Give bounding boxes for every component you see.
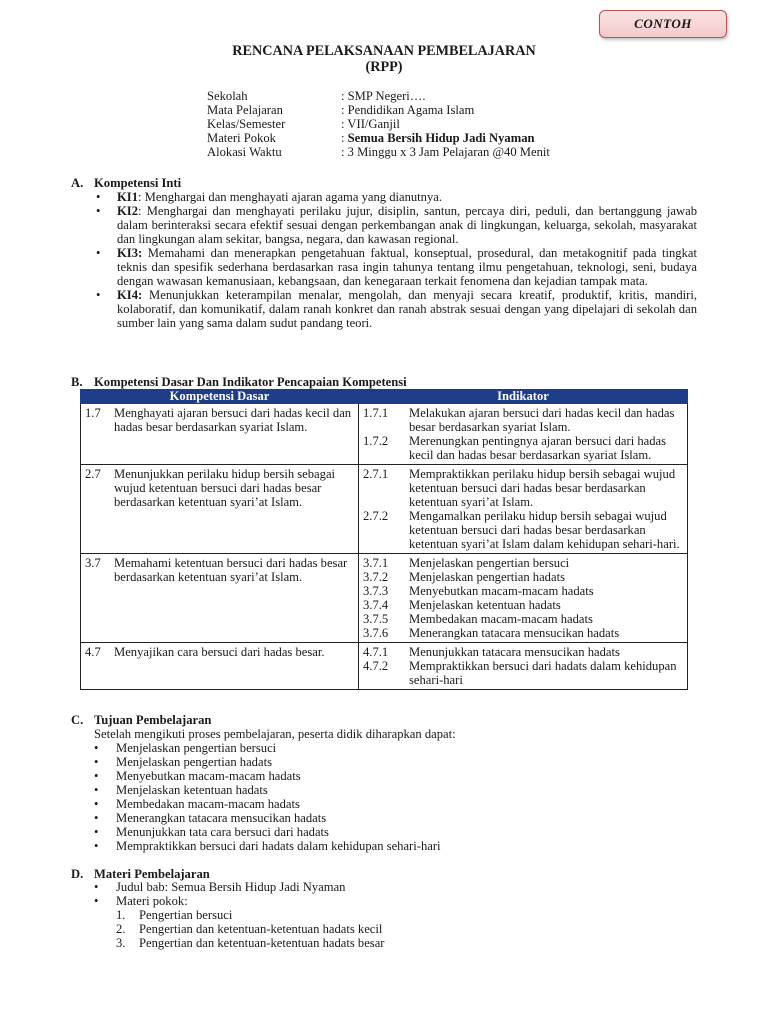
materi-block: [94, 880, 654, 950]
table-row: [81, 643, 688, 690]
document-title: RENCANA PELAKSANAAN PEMBELAJARAN: [232, 43, 536, 59]
kd-indikator-table: [80, 389, 688, 690]
indikator-cell: [359, 465, 688, 554]
numbered-item: [94, 908, 654, 922]
item-number: 2.: [116, 922, 126, 936]
kd-cell: [81, 643, 359, 690]
item-text: Pengertian bersuci: [139, 908, 233, 922]
list-item: [94, 839, 654, 853]
ki-item: [96, 288, 697, 330]
item-number: 1.: [116, 908, 126, 922]
ki-item: [96, 190, 697, 204]
table-row: [81, 404, 688, 465]
section-title: Kompetensi Dasar Dan Indikator Pencapaian Kompetensi: [94, 375, 407, 389]
list-item: [94, 894, 654, 908]
indikator-text: Menjelaskan ketentuan hadats: [409, 598, 561, 612]
table-header-row: [81, 390, 688, 404]
kd-text: Menunjukkan perilaku hidup bersih sebagai wujud ketentuan bersuci dari hadas besar berdasarkan ketentuan syari’at Islam.: [114, 467, 336, 509]
indikator-text: Mengamalkan perilaku hidup bersih sebagai wujud ketentuan bersuci dari hadas besar berdasarkan ketentuan syari’at Islam dalam kehidupan sehari-hari.: [409, 509, 680, 551]
indikator-cell: [359, 643, 688, 690]
numbered-item: [94, 922, 654, 936]
table-row: [81, 554, 688, 643]
indikator-text: Menunjukkan tatacara mensucikan hadats: [409, 645, 620, 659]
ki-label: KI1: [117, 190, 138, 204]
kd-text: Menyajikan cara bersuci dari hadas besar.: [114, 645, 325, 659]
indikator-text: Mempraktikkan bersuci dari hadats dalam kehidupan sehari-hari: [409, 659, 677, 687]
identity-value: : 3 Minggu x 3 Jam Pelajaran @40 Menit: [341, 145, 550, 159]
identity-value: [341, 131, 727, 145]
list-item: [94, 741, 654, 755]
kd-text: Menghayati ajaran bersuci dari hadas kecil dan hadas besar berdasarkan syariat Islam.: [114, 406, 352, 434]
indikator-number: 2.7.2: [363, 509, 389, 523]
indikator-text: Menjelaskan pengertian bersuci: [409, 556, 570, 570]
bullet-icon: •: [96, 190, 101, 204]
list-item: [94, 797, 654, 811]
indikator-text: Menjelaskan pengertian hadats: [409, 570, 565, 584]
list-item-text: Menjelaskan pengertian bersuci: [116, 741, 277, 755]
ki-label: KI3:: [117, 246, 143, 260]
kd-cell: [81, 404, 359, 465]
kompetensi-inti-list: [96, 190, 697, 330]
item-number: 3.: [116, 936, 126, 950]
bullet-icon: •: [94, 880, 99, 894]
tujuan-intro: Setelah mengikuti proses pembelajaran, peserta didik diharapkan dapat:: [94, 727, 456, 741]
ki-text: Memahami dan menerapkan pengetahuan faktual, konseptual, prosedural, dan metakognitif pada tingkat teknis dan spesifik sederhana berdasarkan rasa ingin tahunya tentang ilmu pengetahuan, teknologi, seni, budaya dengan wawasan kemanusiaan, kebangsaan, dan kenegaraan terkait fenomena dan kejadian tampak mata.: [117, 246, 697, 288]
ki-text: : Menghargai dan menghayati perilaku jujur, disiplin, santun, percaya diri, peduli, dan bertanggung jawab dalam berinteraksi secara efektif sesuai dengan perkembangan anak di lingkungan, keluarga, sekolah, masyarakat dan lingkungan alam sekitar, bangsa, negara, dan kawasan regional.: [117, 204, 697, 246]
section-letter: D.: [71, 867, 84, 881]
indikator-number: 4.7.1: [363, 645, 389, 659]
bullet-icon: •: [94, 825, 99, 839]
indikator-text: Merenungkan pentingnya ajaran bersuci dari hadas kecil dan hadas besar berdasarkan syariat Islam.: [409, 434, 667, 462]
section-title: Kompetensi Inti: [94, 176, 182, 190]
bullet-icon: •: [96, 246, 101, 260]
indikator-cell: [359, 554, 688, 643]
identity-value: : SMP Negeri….: [341, 89, 426, 103]
list-item: [94, 755, 654, 769]
section-d-heading: [71, 867, 210, 881]
identity-row-sekolah: [207, 89, 727, 103]
indikator-number: 1.7.2: [363, 434, 389, 448]
indikator-number: 3.7.2: [363, 570, 389, 584]
list-item-text: Judul bab: Semua Bersih Hidup Jadi Nyaman: [116, 880, 346, 894]
list-item-text: Menerangkan tatacara mensucikan hadats: [116, 811, 327, 825]
column-header: Indikator: [359, 390, 688, 404]
ki-item: [96, 204, 697, 246]
kd-text: Memahami ketentuan bersuci dari hadas besar berdasarkan ketentuan syari’at Islam.: [114, 556, 348, 584]
numbered-item: [94, 936, 654, 950]
table-row: [81, 465, 688, 554]
list-item: [94, 880, 654, 894]
identity-materi-value: Semua Bersih Hidup Jadi Nyaman: [347, 131, 535, 145]
kd-cell: [81, 554, 359, 643]
indikator-text: Menyebutkan macam-macam hadats: [409, 584, 594, 598]
bullet-icon: •: [96, 288, 101, 302]
indikator-cell: [359, 404, 688, 465]
bullet-icon: •: [94, 769, 99, 783]
kd-number: 4.7: [85, 645, 101, 659]
identity-key: Materi Pokok: [207, 131, 276, 145]
indikator-number: 3.7.5: [363, 612, 389, 626]
kd-cell: [81, 465, 359, 554]
list-item-text: Menunjukkan tata cara bersuci dari hadats: [116, 825, 329, 839]
identity-row-materi: [207, 131, 727, 145]
identity-value: : Pendidikan Agama Islam: [341, 103, 475, 117]
indikator-text: Menerangkan tatacara mensucikan hadats: [409, 626, 620, 640]
ki-label: KI4:: [117, 288, 143, 302]
identity-key: Mata Pelajaran: [207, 103, 283, 117]
section-c-heading: [71, 713, 211, 727]
list-item: [94, 811, 654, 825]
ki-text: Menunjukkan keterampilan menalar, mengolah, dan menyaji secara kreatif, produktif, kritis, mandiri, kolaboratif, dan komunikatif, dalam ranah konkret dan ranah abstrak sesuai dengan yang dipelajari di sekolah dan sumber lain yang sama dalam sudut pandang teori.: [117, 288, 697, 330]
list-item-text: Membedakan macam-macam hadats: [116, 797, 300, 811]
kd-number: 2.7: [85, 467, 101, 481]
indikator-number: 3.7.1: [363, 556, 389, 570]
list-item: [94, 825, 654, 839]
identity-row-kelas: [207, 117, 727, 131]
bullet-icon: •: [94, 741, 99, 755]
ki-label: KI2: [117, 204, 138, 218]
indikator-text: Mempraktikkan perilaku hidup bersih sebagai wujud ketentuan bersuci dari hadas besar berdasarkan ketentuan syari’at Islam.: [409, 467, 676, 509]
identity-colon: :: [341, 131, 348, 145]
bullet-icon: •: [94, 811, 99, 825]
bullet-icon: •: [94, 839, 99, 853]
contoh-badge: CONTOH: [599, 10, 727, 38]
tujuan-list: [94, 741, 654, 853]
indikator-number: 3.7.3: [363, 584, 389, 598]
bullet-icon: •: [94, 783, 99, 797]
indikator-number: 3.7.6: [363, 626, 389, 640]
item-text: Pengertian dan ketentuan-ketentuan hadats besar: [139, 936, 385, 950]
bullet-icon: •: [96, 204, 101, 218]
bullet-icon: •: [94, 894, 99, 908]
bullet-icon: •: [94, 797, 99, 811]
section-title: Tujuan Pembelajaran: [94, 713, 212, 727]
section-title: Materi Pembelajaran: [94, 867, 210, 881]
list-item-text: Mempraktikkan bersuci dari hadats dalam kehidupan sehari-hari: [116, 839, 441, 853]
list-item-text: Menjelaskan pengertian hadats: [116, 755, 272, 769]
indikator-text: Melakukan ajaran bersuci dari hadas kecil dan hadas besar berdasarkan syariat Islam.: [409, 406, 675, 434]
list-item-text: Menyebutkan macam-macam hadats: [116, 769, 301, 783]
indikator-number: 2.7.1: [363, 467, 389, 481]
indikator-number: 4.7.2: [363, 659, 389, 673]
ki-text: : Menghargai dan menghayati ajaran agama yang dianutnya.: [138, 190, 443, 204]
list-item: [94, 783, 654, 797]
document-subtitle: (RPP): [365, 59, 403, 75]
ki-item: [96, 246, 697, 288]
indikator-text: Membedakan macam-macam hadats: [409, 612, 593, 626]
identity-key: Alokasi Waktu: [207, 145, 282, 159]
kd-number: 1.7: [85, 406, 101, 420]
section-letter: B.: [71, 375, 83, 389]
identity-value: : VII/Ganjil: [341, 117, 400, 131]
section-b-heading: [71, 375, 407, 389]
tujuan-block: [94, 727, 654, 853]
column-header: Kompetensi Dasar: [81, 390, 359, 404]
list-item-text: Materi pokok:: [116, 894, 188, 908]
list-item: [94, 769, 654, 783]
identity-row-mapel: [207, 103, 727, 117]
section-letter: C.: [71, 713, 84, 727]
list-item-text: Menjelaskan ketentuan hadats: [116, 783, 268, 797]
identity-block: [207, 89, 727, 159]
identity-key: Kelas/Semester: [207, 117, 286, 131]
indikator-number: 3.7.4: [363, 598, 389, 612]
kd-number: 3.7: [85, 556, 101, 570]
bullet-icon: •: [94, 755, 99, 769]
item-text: Pengertian dan ketentuan-ketentuan hadats kecil: [139, 922, 383, 936]
identity-row-alokasi: [207, 145, 727, 159]
section-letter: A.: [71, 176, 84, 190]
section-a-heading: [71, 176, 181, 190]
identity-key: Sekolah: [207, 89, 248, 103]
indikator-number: 1.7.1: [363, 406, 389, 420]
